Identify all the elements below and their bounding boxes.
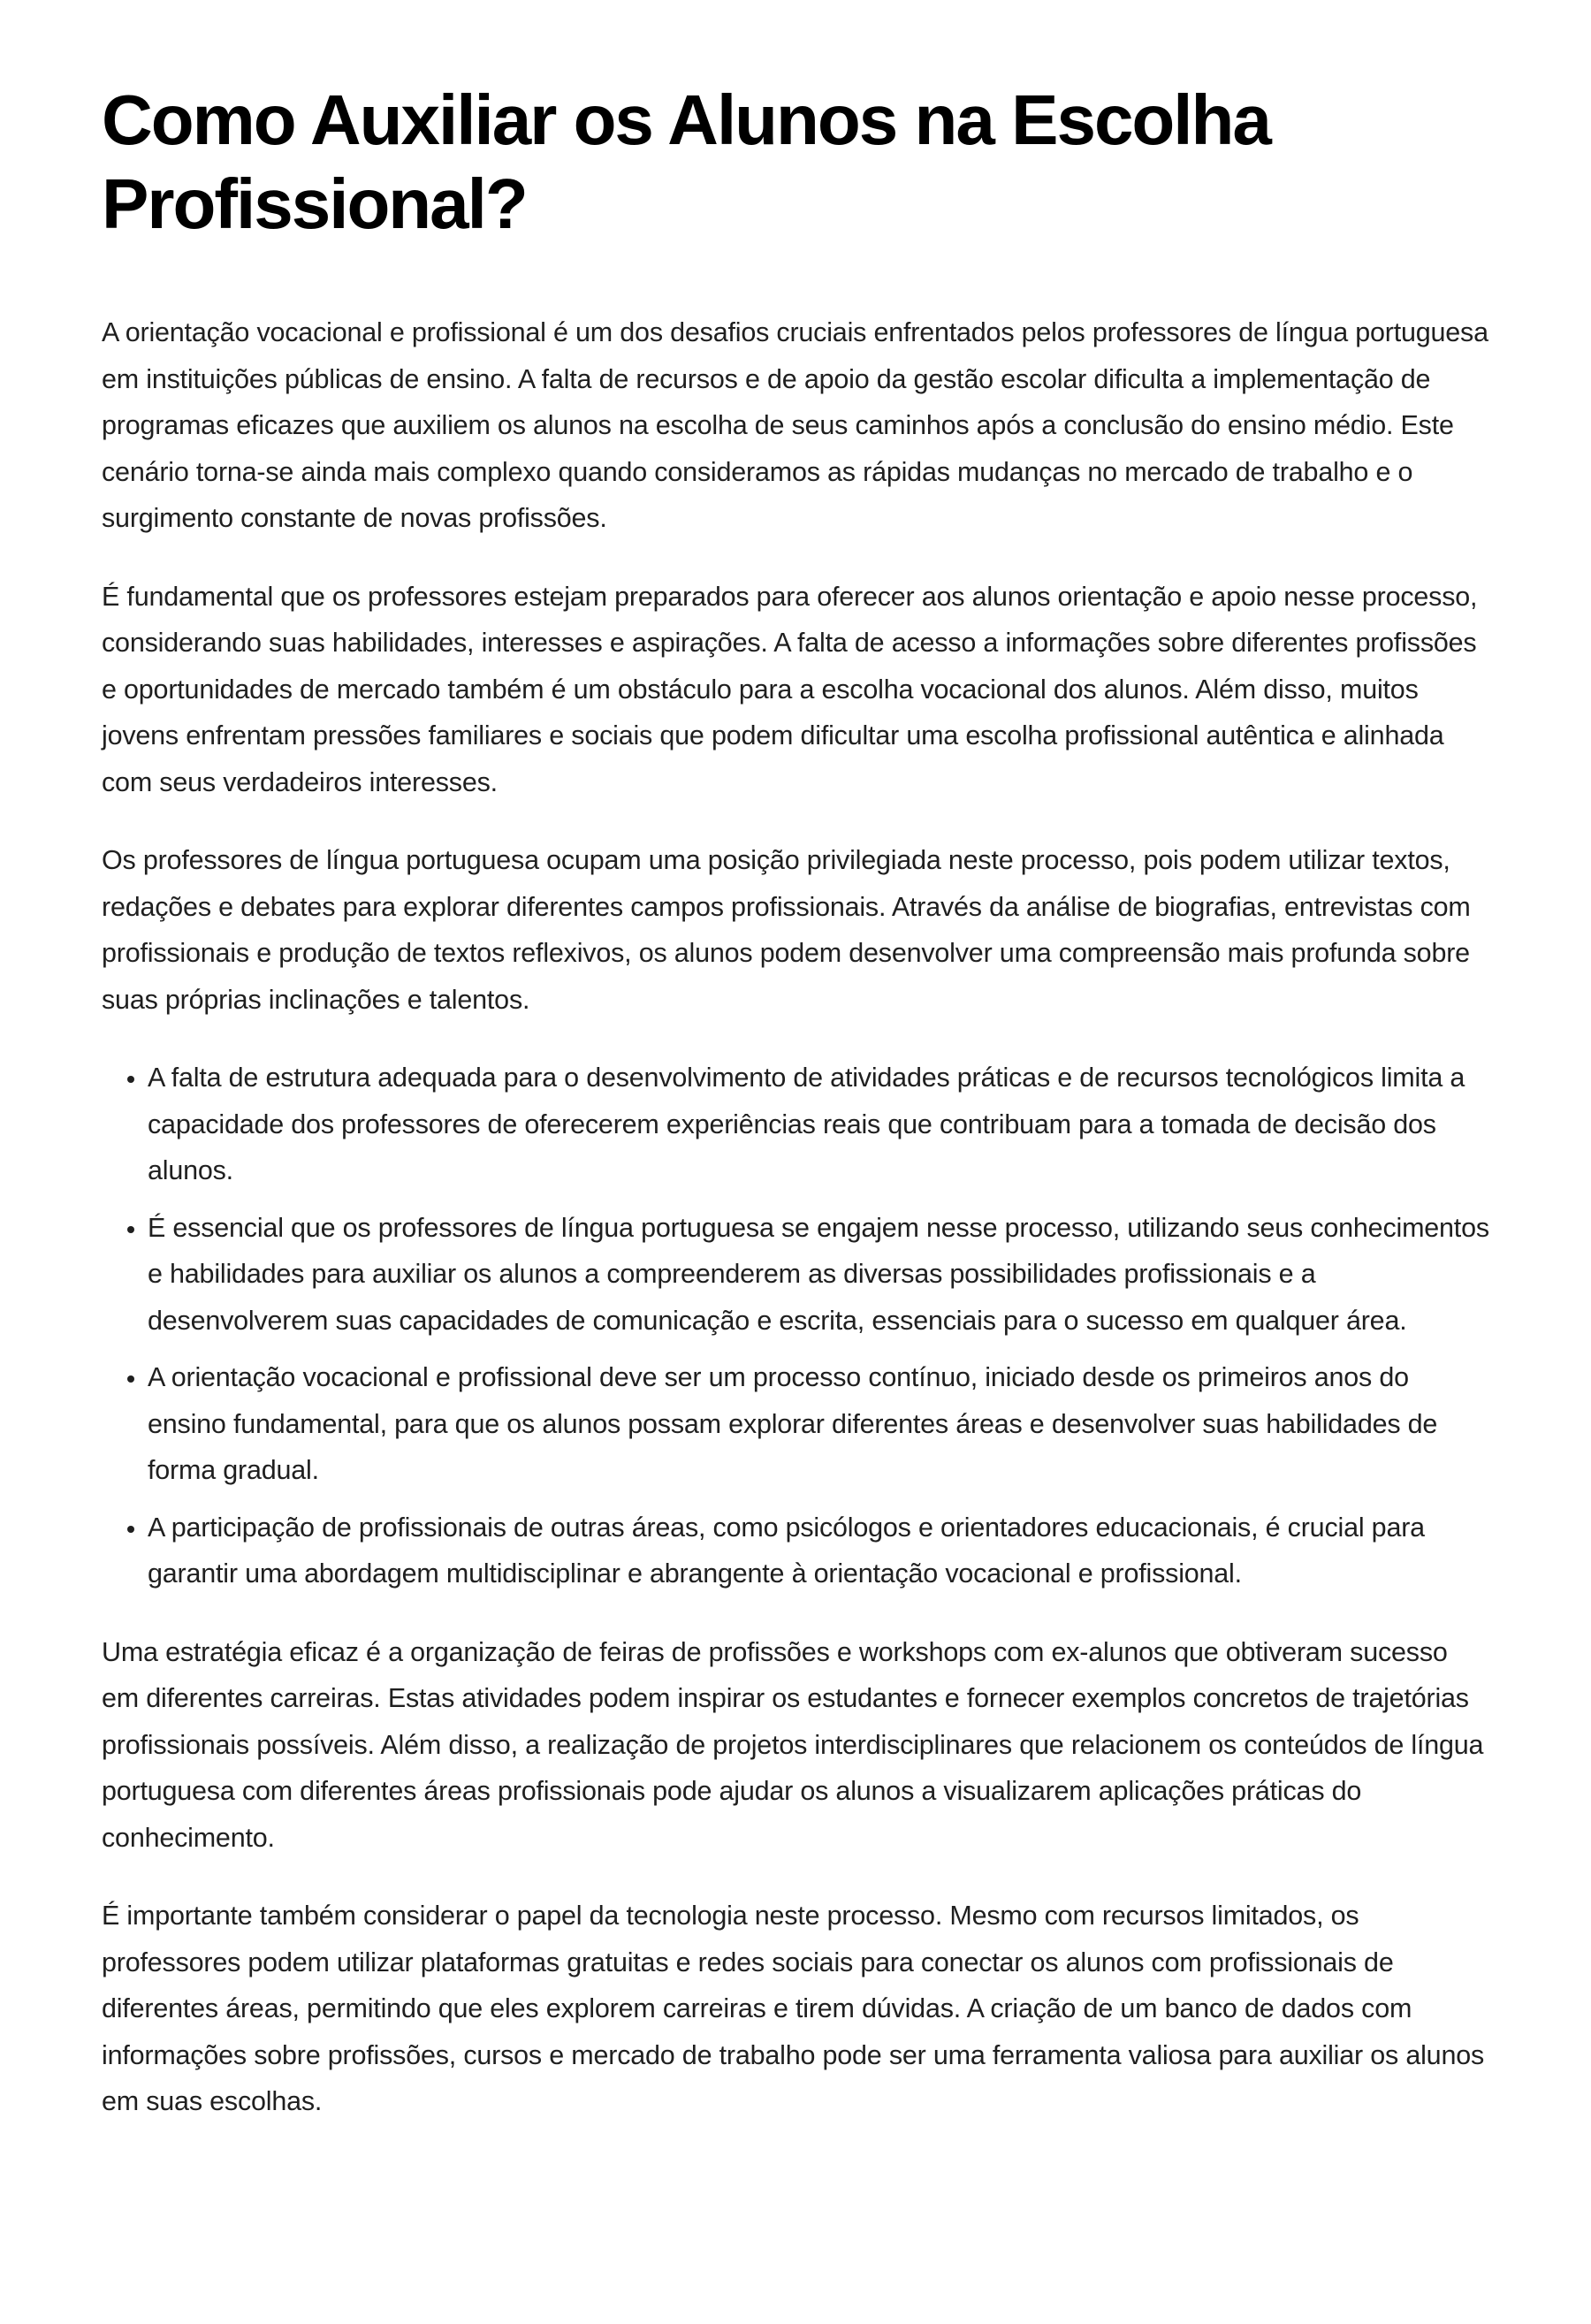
paragraph: É fundamental que os professores estejam preparados para oferecer aos alunos orientação e apoio nesse processo, considerando suas habilidades, interesses e aspirações. A falta de acesso a informações sobre diferentes profissões e oportunidades de mercado também é um obstáculo para a escolha vocacional dos alunos. Além disso, muitos jovens enfrentam pressões familiares e sociais que podem dificultar uma escolha profissional autêntica e alinhada com seus verdadeiros interesses. — [102, 581, 1478, 797]
list-item: • A orientação vocacional e profissional deve ser um processo contínuo, iniciado desde os primeiros anos do ensino fundamental, para que os alunos possam explorar diferentes áreas e desenvolver suas habilidades de forma gradual. — [148, 1354, 1489, 1494]
paragraph: Uma estratégia eficaz é a organização de feiras de profissões e workshops com ex-alunos que obtiveram sucesso em diferentes carreiras. Estas atividades podem inspirar os estudantes e fornecer exemplos concretos de trajetórias profissionais possíveis. Além disso, a realização de projetos interdisciplinares que relacionem os conteúdos de língua portuguesa com diferentes áreas profissionais pode ajudar os alunos a visualizarem aplicações práticas do conhecimento. — [102, 1636, 1484, 1853]
page-title: Como Auxiliar os Alunos na Escolha Profissional? — [102, 80, 1270, 243]
bullet-list — [102, 1055, 1489, 1597]
paragraph: Os professores de língua portuguesa ocupam uma posição privilegiada neste processo, pois podem utilizar textos, redações e debates para explorar diferentes campos profissionais. Através da análise de biografias, entrevistas com profissionais e produção de textos reflexivos, os alunos podem desenvolver uma compreensão mais profunda sobre suas próprias inclinações e talentos. — [102, 845, 1471, 1015]
list-item: • A participação de profissionais de outras áreas, como psicólogos e orientadores educacionais, é crucial para garantir uma abordagem multidisciplinar e abrangente à orientação vocacional e profissional. — [148, 1505, 1489, 1597]
paragraph: A orientação vocacional e profissional é um dos desafios cruciais enfrentados pelos professores de língua portuguesa em instituições públicas de ensino. A falta de recursos e de apoio da gestão escolar dificulta a implementação de programas eficazes que auxiliem os alunos na escolha de seus caminhos após a conclusão do ensino médio. Este cenário torna-se ainda mais complexo quando consideramos as rápidas mudanças no mercado de trabalho e o surgimento constante de novas profissões. — [102, 317, 1488, 533]
paragraph: É importante também considerar o papel da tecnologia neste processo. Mesmo com recursos limitados, os professores podem utilizar plataformas gratuitas e redes sociais para conectar os alunos com profissionais de diferentes áreas, permitindo que eles explorem carreiras e tirem dúvidas. A criação de um banco de dados com informações sobre profissões, cursos e mercado de trabalho pode ser uma ferramenta valiosa para auxiliar os alunos em suas escolhas. — [102, 1901, 1485, 2116]
list-item: • É essencial que os professores de língua portuguesa se engajem nesse processo, utilizando seus conhecimentos e habilidades para auxiliar os alunos a compreenderem as diversas possibilidades profissionais e a desenvolverem suas capacidades de comunicação e escrita, essenciais para o sucesso em qualquer área. — [148, 1205, 1489, 1345]
list-item: • A falta de estrutura adequada para o desenvolvimento de atividades práticas e de recursos tecnológicos limita a capacidade dos professores de oferecerem experiências reais que contribuam para a tomada de decisão dos alunos. — [148, 1055, 1489, 1194]
